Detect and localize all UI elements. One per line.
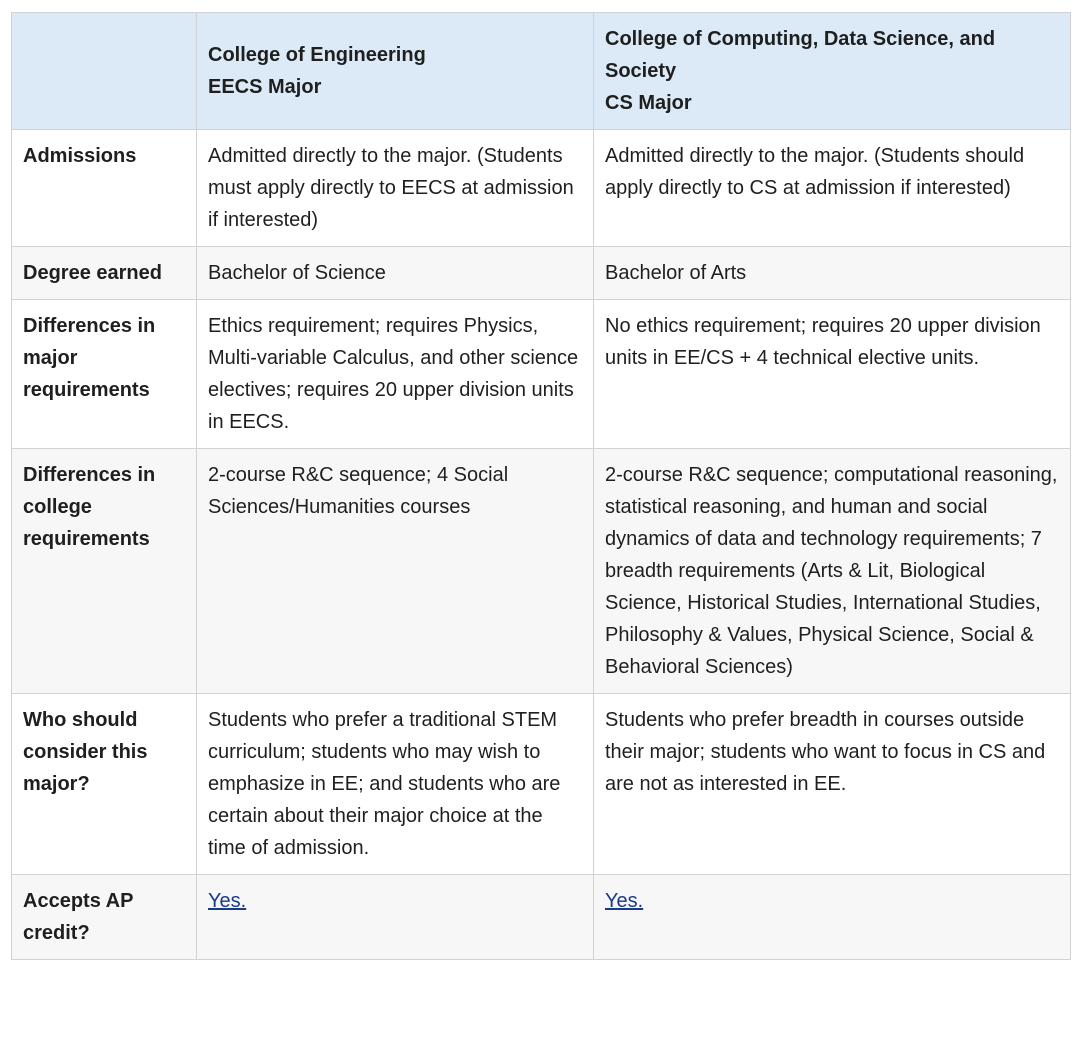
header-cs-college: College of Computing, Data Science, and Society	[605, 28, 996, 82]
row-label: Accepts AP credit?	[12, 875, 197, 960]
cs-cell: Bachelor of Arts	[594, 247, 1071, 300]
row-label: Admissions	[12, 130, 197, 247]
header-eecs-major: EECS Major	[208, 76, 322, 98]
table-row-who-should-consider	[12, 694, 1071, 875]
major-comparison-table	[11, 12, 1071, 960]
cs-cell	[594, 875, 1071, 960]
cs-ap-credit-link[interactable]: Yes.	[605, 890, 644, 912]
table-row-major-requirements	[12, 300, 1071, 449]
header-cs	[594, 13, 1071, 130]
eecs-cell: Students who prefer a traditional STEM curriculum; students who may wish to emphasize in EE; and students who are certain about their major choice at the time of admission.	[197, 694, 594, 875]
header-empty-cell	[12, 13, 197, 130]
header-eecs	[197, 13, 594, 130]
row-label: Differences in major requirements	[12, 300, 197, 449]
eecs-cell: Ethics requirement; requires Physics, Multi-variable Calculus, and other science electives; requires 20 upper division units in EECS.	[197, 300, 594, 449]
eecs-cell: 2-course R&C sequence; 4 Social Sciences/Humanities courses	[197, 449, 594, 694]
row-label: Who should consider this major?	[12, 694, 197, 875]
eecs-ap-credit-link[interactable]: Yes.	[208, 890, 247, 912]
header-cs-major: CS Major	[605, 92, 692, 114]
eecs-cell: Bachelor of Science	[197, 247, 594, 300]
table-row-ap-credit	[12, 875, 1071, 960]
cs-cell: Students who prefer breadth in courses outside their major; students who want to focus in CS and are not as interested in EE.	[594, 694, 1071, 875]
table-header-row	[12, 13, 1071, 130]
eecs-cell: Admitted directly to the major. (Students must apply directly to EECS at admission if interested)	[197, 130, 594, 247]
row-label: Degree earned	[12, 247, 197, 300]
table-row-admissions	[12, 130, 1071, 247]
table-row-college-requirements	[12, 449, 1071, 694]
table-row-degree	[12, 247, 1071, 300]
eecs-cell	[197, 875, 594, 960]
cs-cell: No ethics requirement; requires 20 upper division units in EE/CS + 4 technical elective units.	[594, 300, 1071, 449]
cs-cell: Admitted directly to the major. (Students should apply directly to CS at admission if interested)	[594, 130, 1071, 247]
comparison-table-wrapper	[11, 12, 1070, 960]
header-eecs-college: College of Engineering	[208, 44, 426, 66]
cs-cell: 2-course R&C sequence; computational reasoning, statistical reasoning, and human and social dynamics of data and technology requirements; 7 breadth requirements (Arts & Lit, Biological Science, Historical Studies, International Studies, Philosophy & Values, Physical Science, Social & Behavioral Sciences)	[594, 449, 1071, 694]
row-label: Differences in college requirements	[12, 449, 197, 694]
